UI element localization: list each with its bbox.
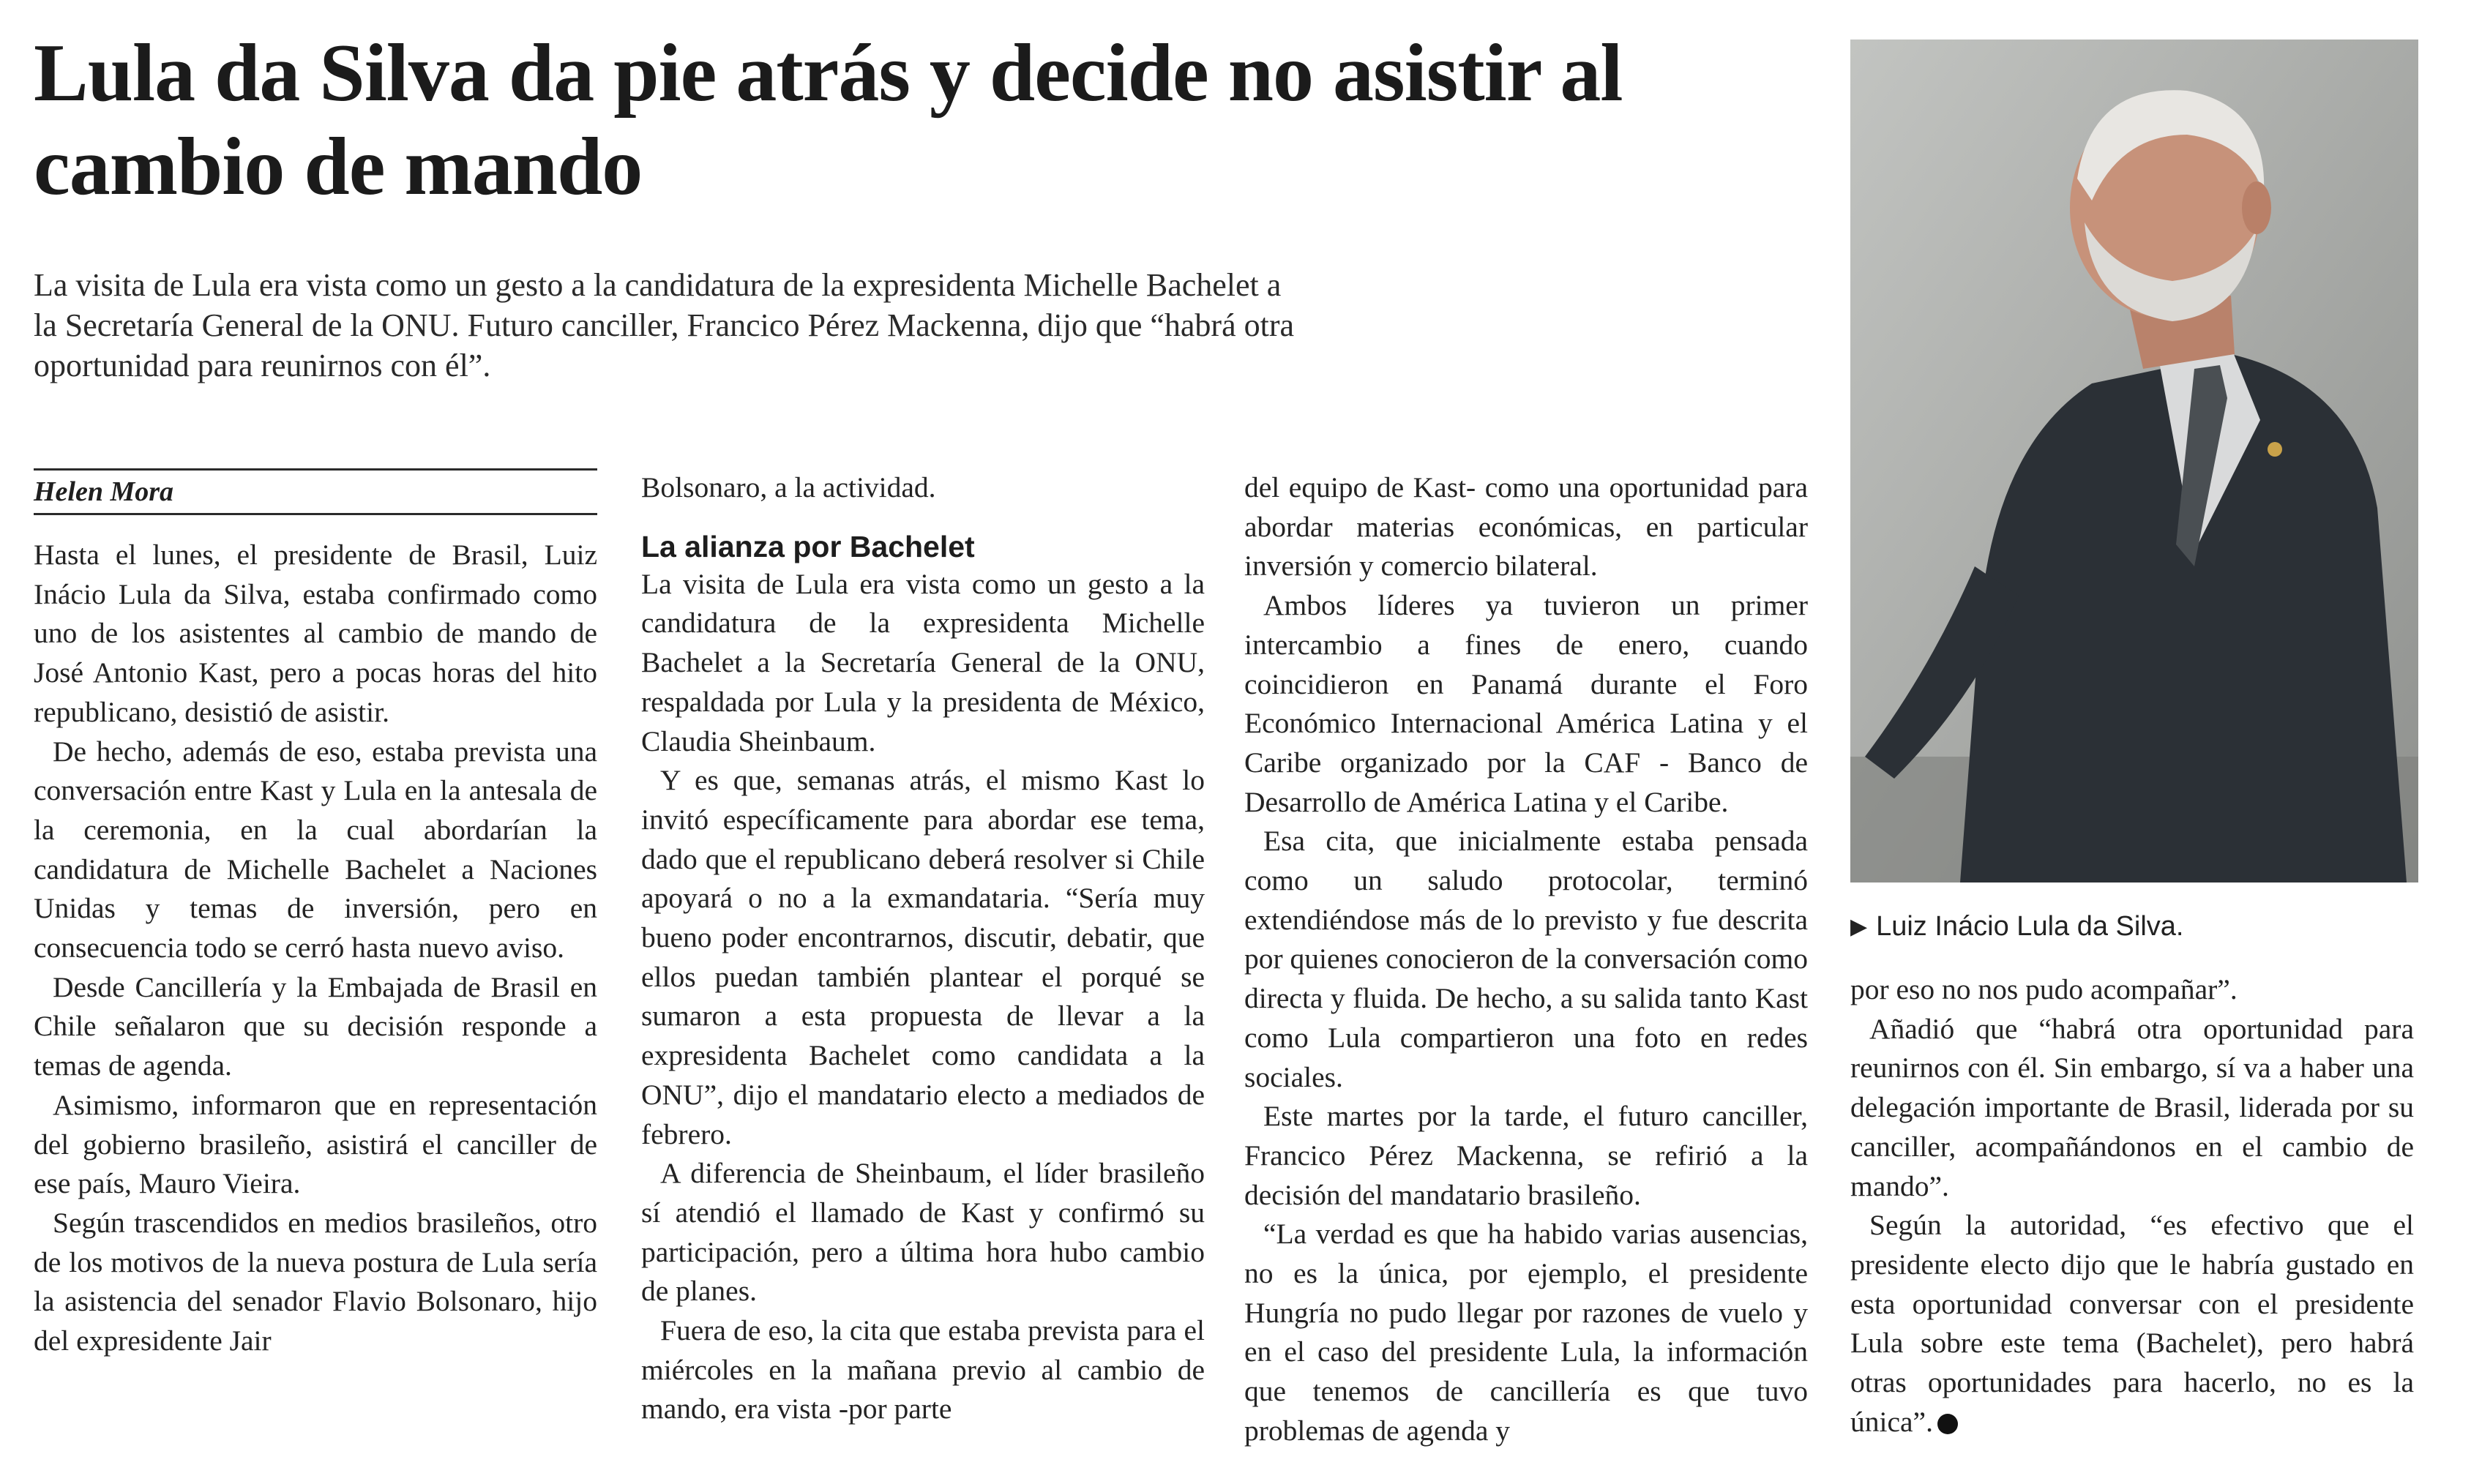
photo-caption: [1850, 910, 2418, 943]
column-1: [34, 468, 597, 1361]
paragraph-text: Según la autoridad, “es efectivo que el presidente electo dijo que le habría gustado en esta oportunidad conversar con el presidente Lula sobre este tema (Bachelet), pero habrá otras oportunidades para hacerlo, no es la única”.: [1850, 1209, 2414, 1438]
paragraph: De hecho, además de eso, estaba prevista una conversación entre Kast y Lula en la antesala de la ceremonia, en la cual abordarían la candidatura de Michelle Bachelet a Naciones Unidas y temas de inversión, pero en consecuencia todo se cerró hasta nuevo aviso.: [34, 735, 597, 964]
lead-paragraph: La visita de Lula era vista como un gesto a la candidatura de la expresidenta Michelle Bachelet a la Secretaría General de la ONU. Futuro canciller, Francico Pérez Mackenna, dijo que “habrá otra oportunidad para reunirnos con él”.: [34, 267, 1295, 383]
paragraph: por eso no nos pudo acompañar”.: [1850, 973, 2238, 1005]
paragraph: Ambos líderes ya tuvieron un primer intercambio a fines de enero, cuando coincidieron en Panamá durante el Foro Económico Internacional América Latina y el Caribe organizado por la CAF - Banco de Desarrollo de América Latina y el Caribe.: [1244, 589, 1808, 818]
byline-rule-bottom: [34, 513, 597, 515]
paragraph: Esa cita, que inicialmente estaba pensada como un saludo protocolar, terminó extendiéndose más de lo previsto y fue descrita por quienes conocieron de la conversación como directa y fluida. De hecho, a su salida tanto Kast como Lula compartieron una foto en redes sociales.: [1244, 825, 1808, 1093]
paragraph: Este martes por la tarde, el futuro canciller, Francico Pérez Mackenna, se refirió a la decisión del mandatario brasileño.: [1244, 1100, 1808, 1211]
caption-text: Luiz Inácio Lula da Silva.: [1876, 911, 2184, 942]
paragraph: Asimismo, informaron que en representación del gobierno brasileño, asistirá el canciller de ese país, Mauro Vieira.: [34, 1088, 597, 1200]
paragraph: del equipo de Kast- como una oportunidad para abordar materias económicas, en particular inversión y comercio bilateral.: [1244, 471, 1808, 582]
lula-portrait-image: [1850, 40, 2418, 882]
filled-circle-icon: [1937, 1414, 1958, 1434]
news-photo: [1850, 40, 2418, 882]
paragraph: Fuera de eso, la cita que estaba prevista para el miércoles en la mañana previo al cambio de mando, era vista -por parte: [641, 1314, 1205, 1425]
headline: Lula da Silva da pie atrás y decide no asistir al cambio de mando: [34, 28, 1623, 212]
paragraph: La visita de Lula era vista como un gesto a la candidatura de la expresidenta Michelle Bachelet a la Secretaría General de la ONU, respaldada por Lula y la presidenta de México, Claudia Sheinbaum.: [641, 567, 1205, 757]
paragraph: Añadió que “habrá otra oportunidad para reunirnos con él. Sin embargo, sí va a haber una delegación importante de Brasil, liderada por su canciller, acompañándonos en el cambio de mando”.: [1850, 1012, 2414, 1202]
triangle-right-icon: ▶: [1850, 915, 1868, 939]
column-3: [1244, 468, 1808, 1451]
byline: Helen Mora: [34, 476, 174, 507]
paragraph: “La verdad es que ha habido varias ausencias, no es la única, por ejemplo, el presidente Hungría no pudo llegar por razones de vuelo y en el caso del presidente Lula, la información que tenemos de cancillería es que tuvo problemas de agenda y: [1244, 1218, 1808, 1447]
subheading: La alianza por Bachelet: [641, 529, 975, 563]
column-2: [641, 468, 1205, 1429]
column-4: [1850, 970, 2414, 1442]
paragraph: Y es que, semanas atrás, el mismo Kast lo invitó específicamente para abordar ese tema, dado que el republicano deberá resolver si Chile apoyará o no a la exmandataria. “Sería muy bueno poder encontrarnos, discutir, debatir, que ellos puedan también plantear el porqué se sumaron a esta propuesta de llevar a la expresidenta Bachelet como candidata a la ONU”, dijo el mandatario electo a mediados de febrero.: [641, 764, 1205, 1150]
paragraph-final: [1850, 1206, 2414, 1442]
paragraph: Desde Cancillería y la Embajada de Brasil en Chile señalaron que su decisión responde a temas de agenda.: [34, 970, 597, 1082]
paragraph: Según trascendidos en medios brasileños, otro de los motivos de la nueva postura de Lula sería la asistencia del senador Flavio Bolsonaro, hijo del expresidente Jair: [34, 1206, 597, 1357]
paragraph: Bolsonaro, a la actividad.: [641, 471, 936, 503]
paragraph: A diferencia de Sheinbaum, el líder brasileño sí atendió el llamado de Kast y confirmó su participación, pero a última hora hubo cambio de planes.: [641, 1157, 1205, 1308]
paragraph: Hasta el lunes, el presidente de Brasil, Luiz Inácio Lula da Silva, estaba confirmado como uno de los asistentes al cambio de mando de José Antonio Kast, pero a pocas horas del hito republicano, desistió de asistir.: [34, 539, 597, 728]
